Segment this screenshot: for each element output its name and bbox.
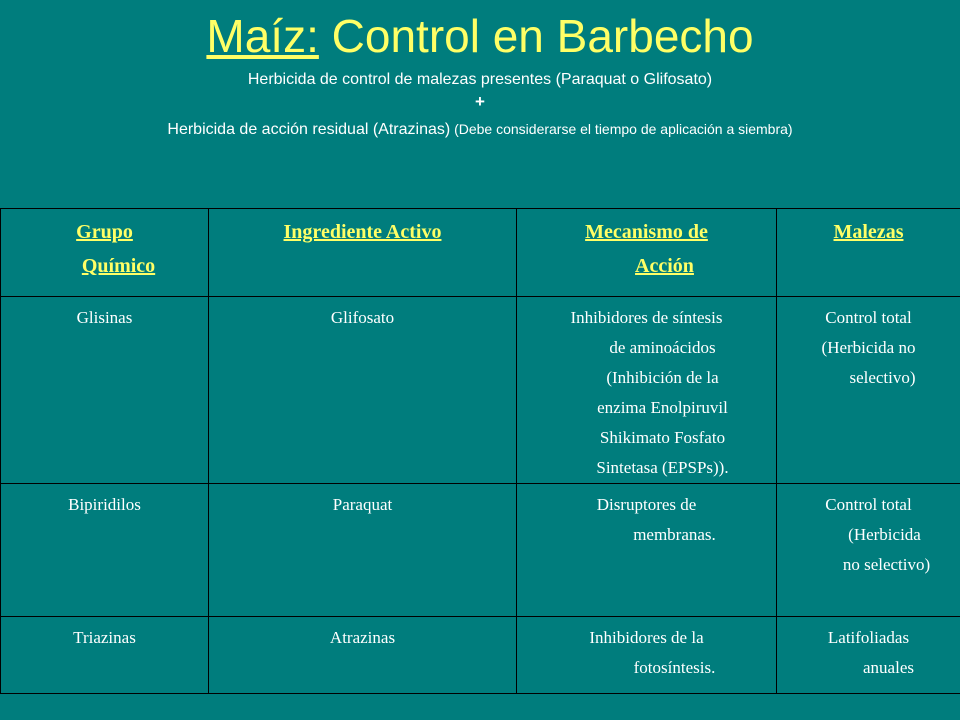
herbicide-table — [0, 208, 960, 694]
cell-malezas: Latifoliadas anuales — [777, 617, 960, 694]
title-topic: Control en Barbecho — [318, 10, 754, 62]
cell-mecanismo: Inhibidores de síntesis de aminoácidos (Inhibición de la enzima Enolpiruvil Shikimato Fosfato Sintetasa (EPSPs)). — [517, 297, 777, 484]
cell-ingrediente: Paraquat — [209, 484, 517, 617]
cell-grupo: Triazinas — [1, 617, 209, 694]
cell-malezas: Control total (Herbicida no selectivo) — [777, 484, 960, 617]
cell-malezas: Control total (Herbicida no selectivo) — [777, 297, 960, 484]
header-mecanismo: Mecanismo de Acción — [517, 209, 777, 297]
subtitle-residual-main: Herbicida de acción residual (Atrazinas) — [167, 121, 451, 138]
table-row — [1, 484, 960, 617]
table-row — [1, 617, 960, 694]
cell-grupo: Bipiridilos — [1, 484, 209, 617]
header-grupo-quimico: Grupo Químico — [1, 209, 209, 297]
cell-ingrediente: Atrazinas — [209, 617, 517, 694]
subtitle-residual-note: (Debe considerarse el tiempo de aplicación a siembra) — [450, 121, 793, 137]
cell-mecanismo: Disruptores de membranas. — [517, 484, 777, 617]
subtitle-residual-herbicide — [0, 118, 960, 141]
plus-sign: + — [475, 92, 485, 111]
subtitle-contact-herbicide: Herbicida de control de malezas presentes (Paraquat o Glifosato) — [247, 71, 713, 88]
cell-ingrediente: Glifosato — [209, 297, 517, 484]
title-crop: Maíz: — [206, 10, 319, 62]
table-row — [1, 297, 960, 484]
header-ingrediente-activo: Ingrediente Activo — [209, 209, 517, 297]
slide-title — [0, 8, 960, 64]
table-header-row — [1, 209, 960, 297]
cell-mecanismo: Inhibidores de la fotosíntesis. — [517, 617, 777, 694]
header-malezas: Malezas — [777, 209, 960, 297]
cell-grupo: Glisinas — [1, 297, 209, 484]
